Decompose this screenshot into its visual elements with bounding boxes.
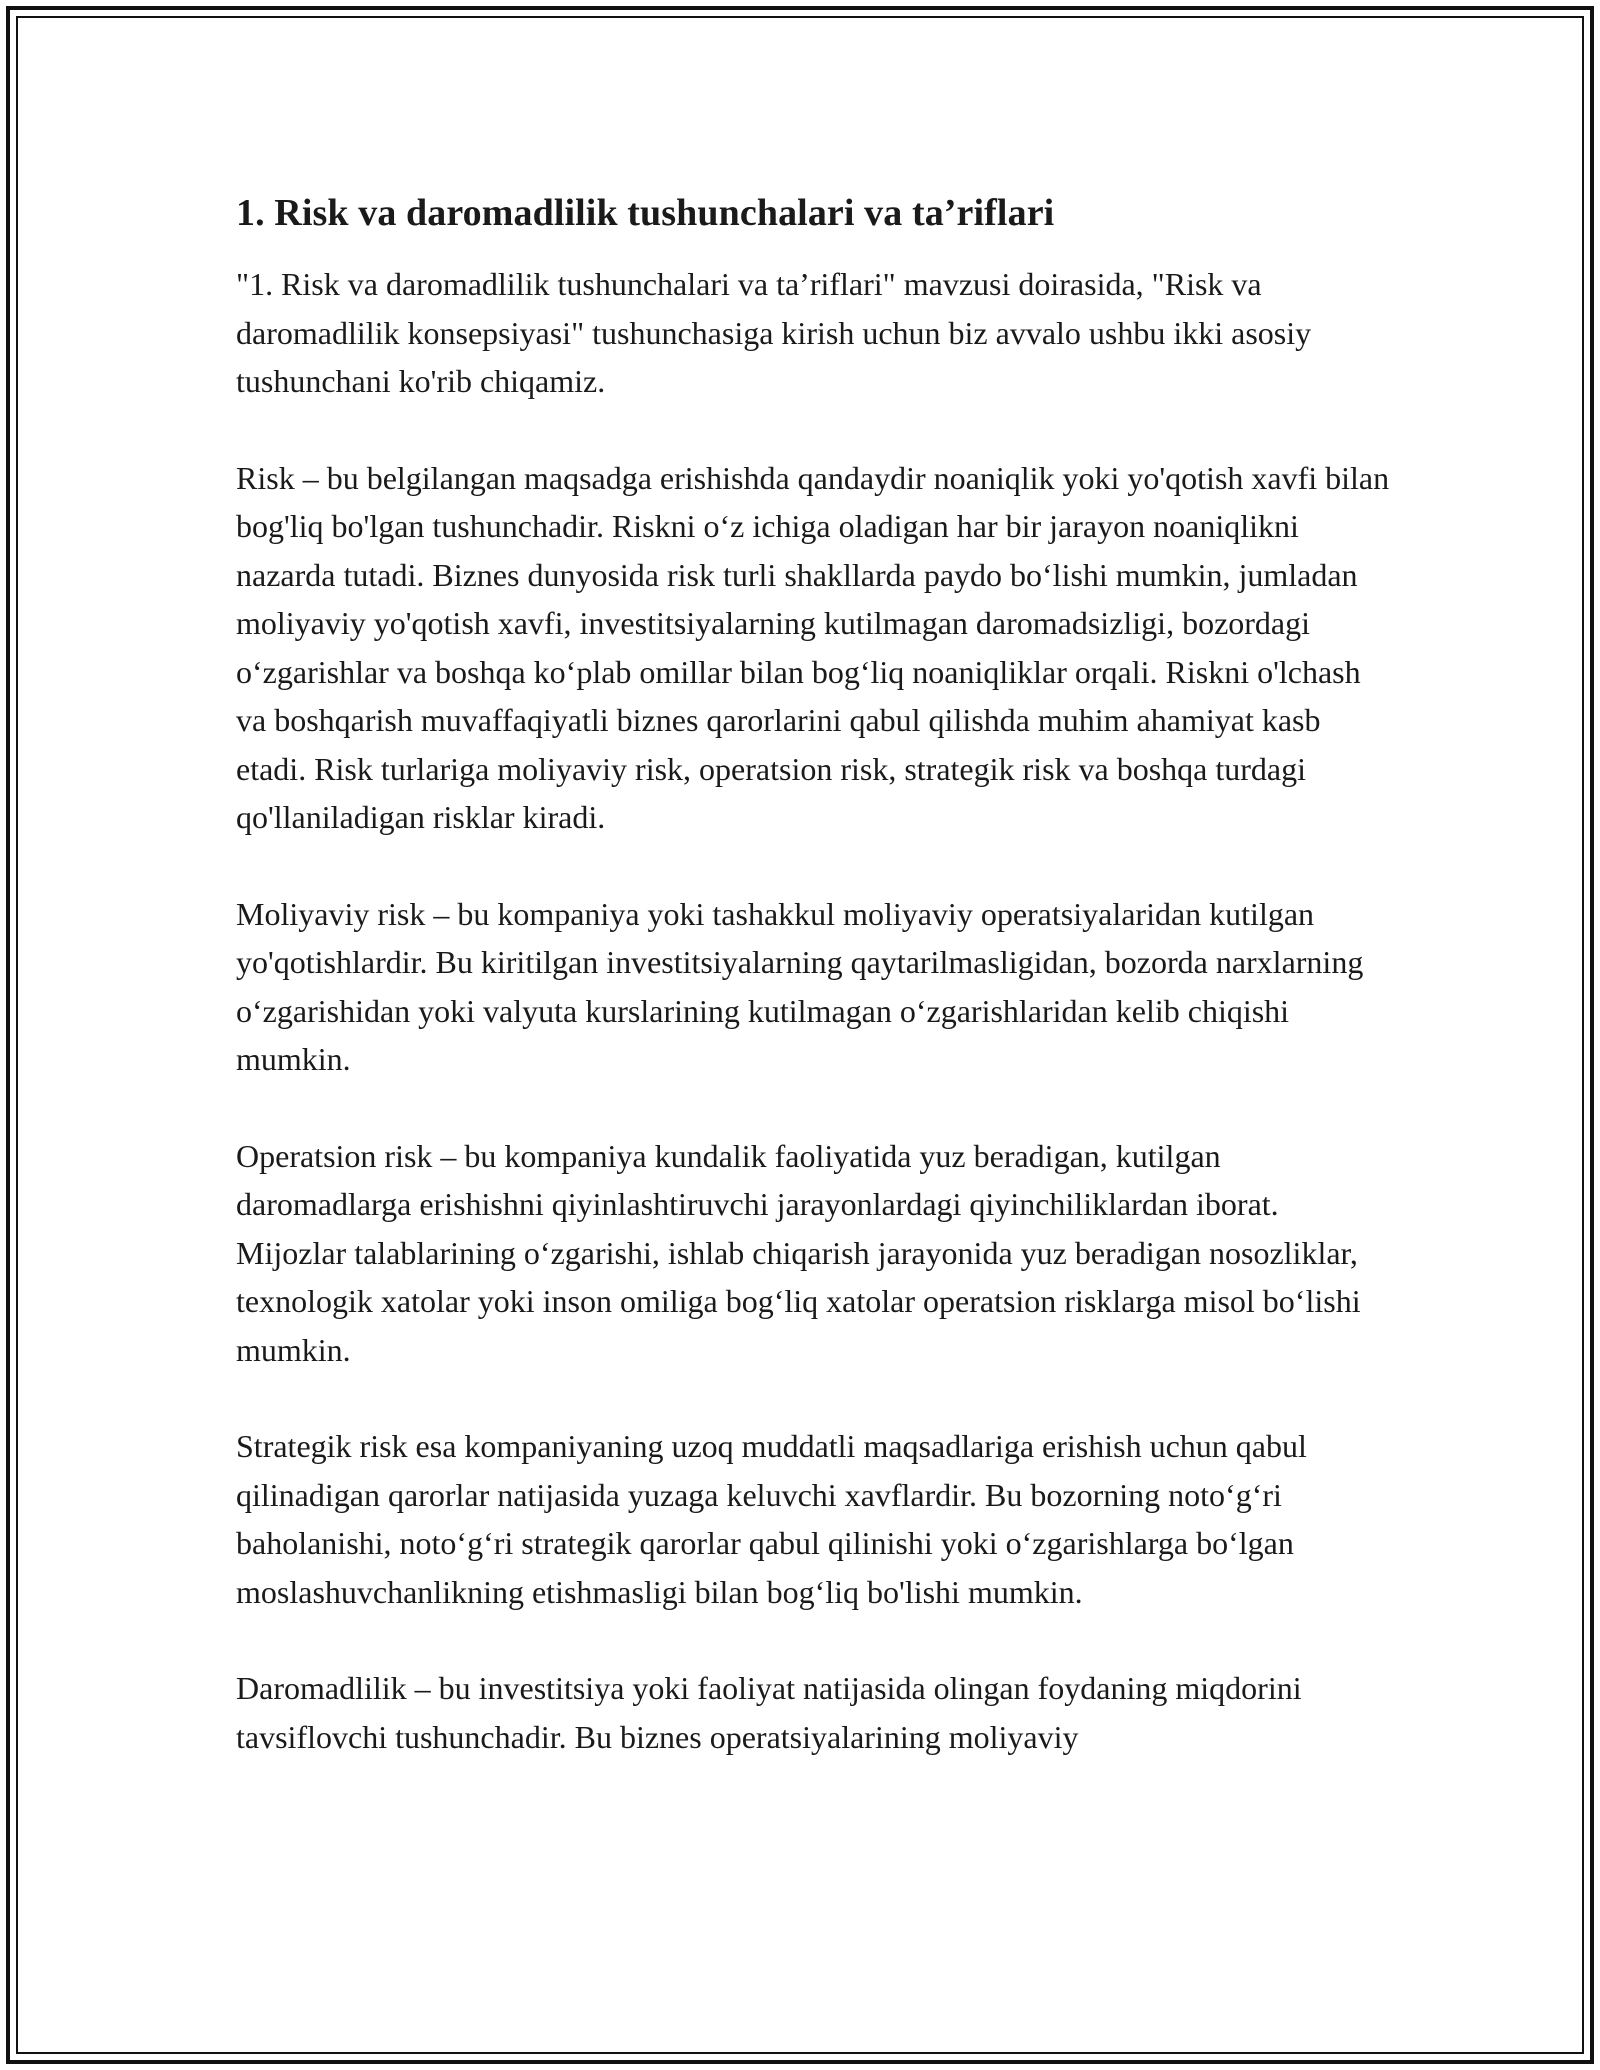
operational-risk-paragraph: Operatsion risk – bu kompaniya kundalik faoliyatida yuz beradigan, kutilgan daromadlarga erishishni qiyinlashtiruvchi jarayonlardagi qiyinchiliklardan iborat. Mijozlar talablarining o‘zgarishi, ishlab chiqarish jarayonida yuz beradigan nosozliklar, texnologik xatolar yoki inson omiliga bog‘liq xatolar operatsion risklarga misol bo‘lishi mumkin. [236,1137,1361,1368]
risk-definition-paragraph: Risk – bu belgilangan maqsadga erishishda qandaydir noaniqlik yoki yo'qotish xavfi bilan bog'liq bo'lgan tushunchadir. Riskni o‘z ichiga oladigan har bir jarayon noaniqlikni nazarda tutadi. Biznes dunyosida risk turli shakllarda paydo bo‘lishi mumkin, jumladan moliyaviy yo'qotish xavfi, investitsiyalarning kutilmagan daromadsizligi, bozordagi o‘zgarishlar va boshqa ko‘plab omillar bilan bog‘liq noaniqliklar orqali. Riskni o'lchash va boshqarish muvaffaqiyatli biznes qarorlarini qabul qilishda muhim ahamiyat kasb etadi. Risk turlariga moliyaviy risk, operatsion risk, strategik risk va boshqa turdagi qo'llaniladigan risklar kiradi. [236,459,1390,835]
document-body [236,186,1396,1809]
section-heading: 1. Risk va daromadlilik tushunchalari va ta’riflari [236,192,1055,234]
intro-paragraph: "1. Risk va daromadlilik tushunchalari va ta’riflari" mavzusi doirasida, "Risk va daromadlilik konsepsiyasi" tushunchasiga kirish uchun biz avvalo ushbu ikki asosiy tushunchani ko'rib chiqamiz. [236,266,1312,399]
profitability-paragraph: Daromadlilik – bu investitsiya yoki faoliyat natijasida olingan foydaning miqdorini tavsiflovchi tushunchadir. Bu biznes operatsiyalarining moliyaviy [236,1670,1302,1755]
strategic-risk-paragraph: Strategik risk esa kompaniyaning uzoq muddatli maqsadlariga erishish uchun qabul qilinadigan qarorlar natijasida yuzaga keluvchi xavflardir. Bu bozorning noto‘g‘ri baholanishi, noto‘g‘ri strategik qarorlar qabul qilinishi yoki o‘zgarishlarga bo‘lgan moslashuvchanlikning etishmasligi bilan bog‘liq bo'lishi mumkin. [236,1428,1307,1610]
financial-risk-paragraph: Moliyaviy risk – bu kompaniya yoki tashakkul moliyaviy operatsiyalaridan kutilgan yo'qotishlardir. Bu kiritilgan investitsiyalarning qaytarilmasligidan, bozorda narxlarning o‘zgarishidan yoki valyuta kurslarining kutilmagan o‘zgarishlaridan kelib chiqishi mumkin. [236,895,1364,1077]
